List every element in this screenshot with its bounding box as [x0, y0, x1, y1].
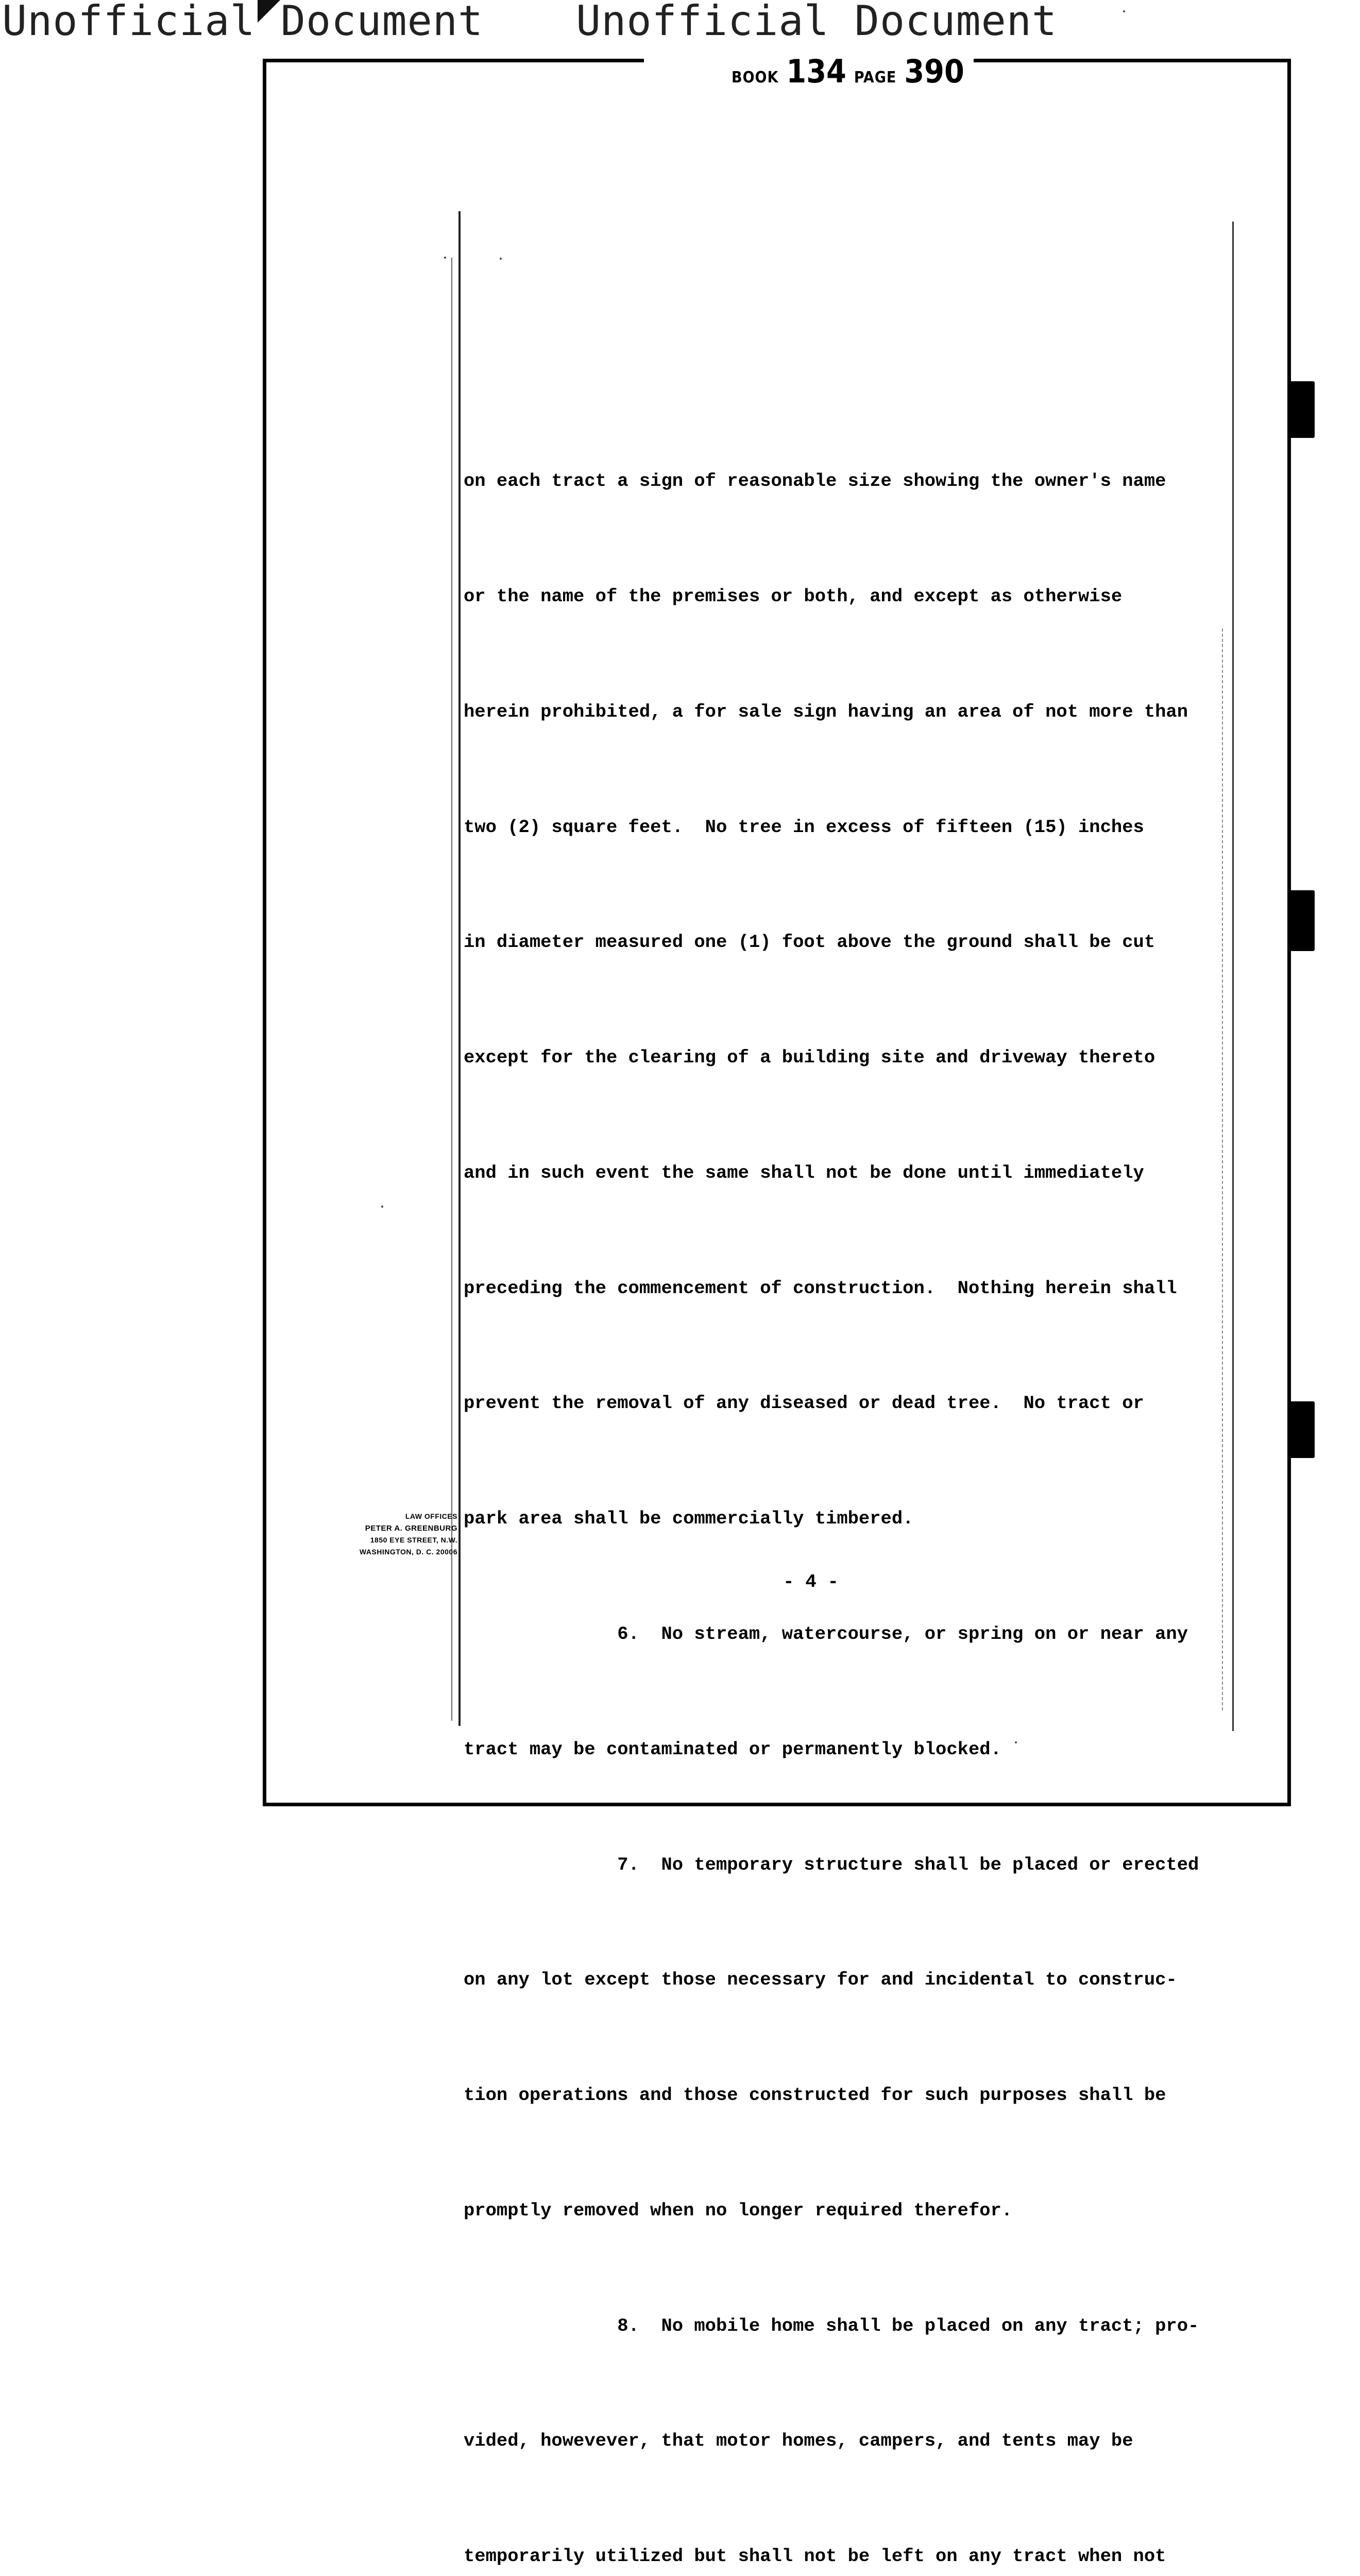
- watermark-corner-mark: [258, 0, 280, 23]
- law-office-city: WASHINGTON, D. C. 20006: [359, 1548, 457, 1556]
- law-office-block: [303, 1511, 457, 1558]
- page-label: PAGE: [854, 69, 897, 87]
- body-line: or the name of the premises or both, and except as otherwise: [464, 585, 1123, 607]
- book-label: BOOK: [732, 69, 779, 87]
- right-margin-rule: [1232, 222, 1234, 1731]
- law-office-name: PETER A. GREENBURG: [365, 1524, 457, 1533]
- body-line: except for the clearing of a building site and driveway thereto: [464, 1047, 1155, 1069]
- document-body: [464, 385, 1226, 2576]
- body-line: park area shall be commercially timbered.: [464, 1508, 914, 1530]
- body-line: temporarily utilized but shall not be left on any tract when not: [464, 2546, 1166, 2567]
- body-line: prevent the removal of any diseased or dead tree. No tract or: [464, 1393, 1144, 1414]
- scan-speck: [1015, 1741, 1017, 1743]
- page-footer-number: - 4 -: [783, 1571, 839, 1592]
- side-tab-marker: [1289, 381, 1315, 438]
- scan-speck: [381, 1206, 383, 1208]
- watermark-right: Unofficial Document: [576, 0, 1058, 45]
- body-line: preceding the commencement of construction. Nothing herein shall: [464, 1277, 1177, 1299]
- body-line: tion operations and those constructed for such purposes shall be: [464, 2084, 1166, 2106]
- book-page-stamp: [732, 53, 970, 90]
- page-number-stamp: 390: [904, 53, 964, 90]
- scan-speck: [500, 258, 502, 260]
- body-line: tract may be contaminated or permanently blocked.: [464, 1738, 1001, 1760]
- body-line: vided, howevever, that motor homes, campers, and tents may be: [464, 2430, 1133, 2452]
- body-line: 6. No stream, watercourse, or spring on or near any: [464, 1623, 1188, 1645]
- body-line: on each tract a sign of reasonable size showing the owner's name: [464, 470, 1166, 492]
- body-line: in diameter measured one (1) foot above the ground shall be cut: [464, 931, 1155, 953]
- body-line: 8. No mobile home shall be placed on any tract; pro-: [464, 2315, 1199, 2336]
- left-margin-rule: [458, 211, 461, 1726]
- body-line: herein prohibited, a for sale sign having an area of not more than: [464, 701, 1188, 722]
- body-line: 7. No temporary structure shall be placed or erected: [464, 1854, 1199, 1875]
- left-margin-rule-inner: [451, 258, 452, 1721]
- side-tab-marker: [1289, 890, 1315, 951]
- scan-speck: [444, 257, 446, 259]
- side-tab-marker: [1289, 1401, 1315, 1458]
- body-line: two (2) square feet. No tree in excess of fifteen (15) inches: [464, 816, 1144, 838]
- body-line: and in such event the same shall not be done until immediately: [464, 1162, 1144, 1183]
- body-line: promptly removed when no longer required therefor.: [464, 2199, 1013, 2221]
- book-number: 134: [786, 53, 846, 90]
- scan-speck: [1123, 10, 1125, 12]
- law-office-heading: LAW OFFICES: [405, 1512, 457, 1520]
- law-office-street: 1850 EYE STREET, N.W.: [370, 1536, 457, 1544]
- watermark-left: Unofficial Document: [2, 0, 484, 45]
- body-line: on any lot except those necessary for and incidental to construc-: [464, 1969, 1177, 1991]
